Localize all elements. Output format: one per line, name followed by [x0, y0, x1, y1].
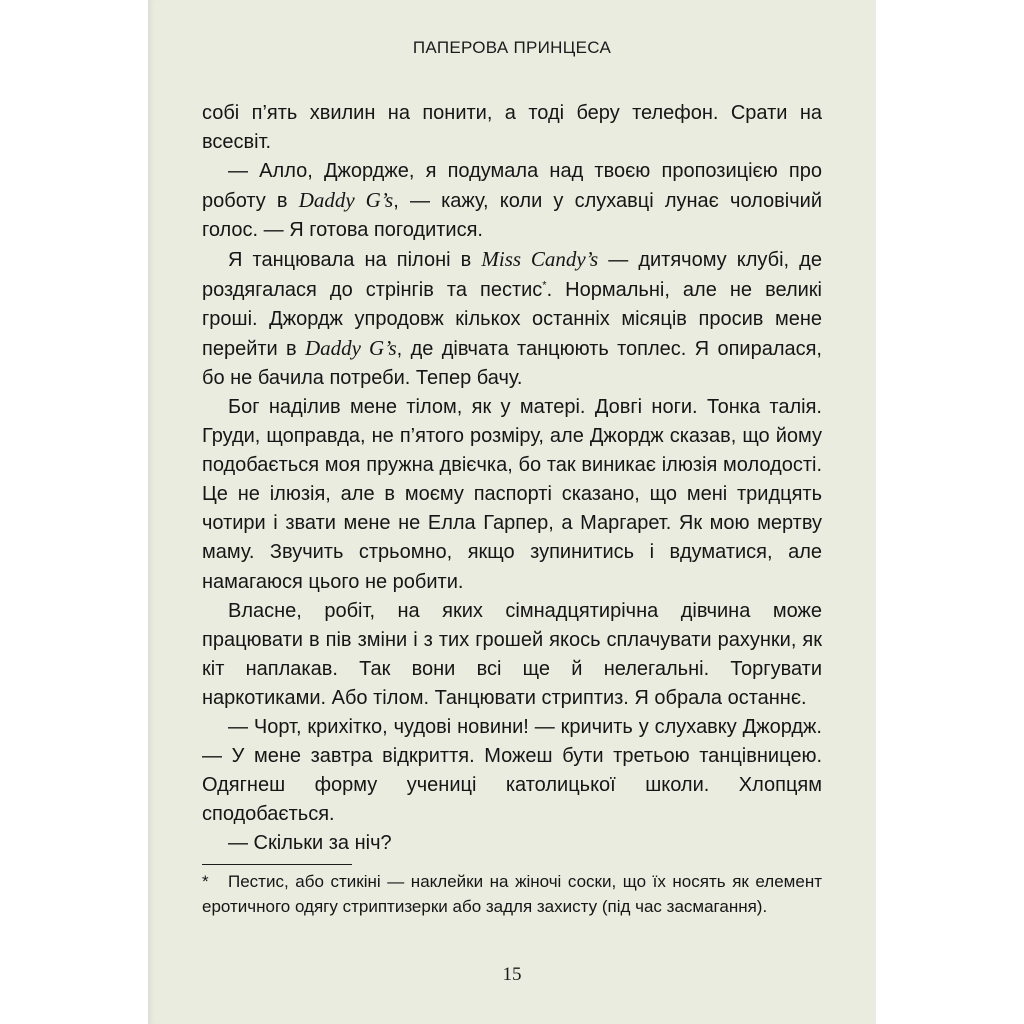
paragraph-7-text: — Скільки за ніч?	[228, 832, 392, 855]
footnote-reference: *	[542, 278, 547, 291]
running-title: ПАПЕРОВА ПРИНЦЕСА	[412, 38, 612, 57]
paragraph-5-text: Власне, робіт, на яких сімнадцятирічна дівчина може працювати в пів зміни і з тих грошей якось сплачувати рахунки, як кіт наплакав. Так вони всі ще й нелегальні. Торгувати наркотиками. Або тілом. Танцювати стриптиз. Я обрала останнє.	[202, 599, 822, 709]
footnote-divider	[202, 864, 352, 865]
paragraph-1	[202, 99, 822, 157]
paragraph-2-text-a: — Алло, Джордже, я подумала над твоєю пропозицією про роботу в	[202, 160, 822, 213]
paragraph-2-text-b: , — кажу, коли у слухавці лунає чоловічий голос. — Я готова погодитися.	[202, 190, 822, 242]
paragraph-5	[202, 597, 822, 713]
paragraph-3-text-c: . Нормальні, але не великі гроші. Джордж упродовж кількох останніх місяців просив мене перейти в	[202, 278, 822, 360]
footnote-text: Пестис, або стикіні — наклейки на жіночі соски, що їх носять як елемент еротичного одягу стриптизерки або задля захисту (під час засмагання).	[202, 872, 822, 916]
paragraph-1-text: собі п’ять хвилин на понити, а тоді беру телефон. Срати на всесвіт.	[202, 102, 822, 154]
paragraph-3	[202, 245, 822, 392]
footnote	[202, 870, 822, 919]
paragraph-2	[202, 157, 822, 245]
page-number: 15	[502, 964, 522, 985]
paragraph-3-text-a: Я танцювала на пілоні в	[228, 249, 482, 272]
body-text	[202, 99, 822, 858]
paragraph-6	[202, 713, 822, 829]
club-name-miss-candy: Miss Candy’s	[481, 247, 599, 272]
footnote-mark: *	[202, 872, 209, 891]
club-name-daddy-g: Daddy G’s	[298, 188, 394, 213]
paragraph-4	[202, 393, 822, 597]
book-page	[148, 0, 876, 1024]
paragraph-6-text: — Чорт, крихітко, чудові новини! — кричить у слухавку Джордж. — У мене завтра відкриття. Можеш бути третьою танцівницею. Одягнеш форму учениці католицької школи. Хлопцям сподобається.	[202, 715, 822, 826]
club-name-daddy-g-2: Daddy G’s	[305, 335, 397, 360]
paragraph-7	[202, 829, 822, 858]
paragraph-4-text: Бог наділив мене тілом, як у матері. Довгі ноги. Тонка талія. Груди, щоправда, не п’ятого розміру, але Джордж сказав, що йому подобається моя пружна двієчка, бо так виникає ілюзія молодості. Це не ілюзія, але в моєму паспорті сказано, що мені тридцять чотири і звати мене не Елла Гарпер, а Маргарет. Як мою мертву маму. Звучить стрьомно, якщо зупинитись і вдуматися, але намагаюся цього не робити.	[202, 395, 822, 593]
paragraph-3-text-b: — дитячому клубі, де роздягалася до стрінгів та пестис	[202, 249, 822, 301]
paragraph-3-text-d: , де дівчата танцюють топлес. Я опиралася, бо не бачила потреби. Тепер бачу.	[202, 337, 822, 389]
